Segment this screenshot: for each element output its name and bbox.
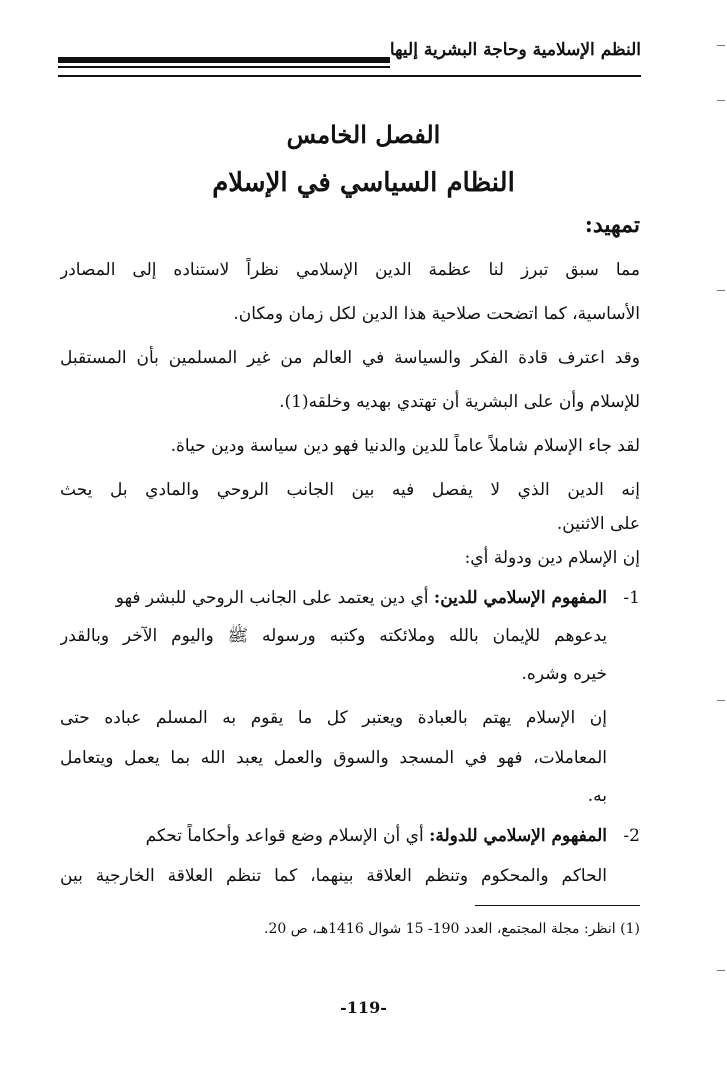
paragraph-line: إنه الدين الذي لا يفصل فيه بين الجانب الروحي والمادي بل يحث [60,480,640,500]
footnote: (1) انظر: مجلة المجتمع، العدد 190- 15 شوال 1416هـ، ص 20. [263,921,640,937]
paragraph-line: مما سبق تبرز لنا عظمة الدين الإسلامي نظراً لاستناده إلى المصادر [60,260,640,280]
list-item-term: المفهوم الإسلامي للدولة: [429,826,607,846]
paragraph-line: به. [587,786,607,806]
scan-mark [717,45,725,46]
running-header [58,40,641,80]
scan-mark [717,100,725,101]
paragraph-line: إن الإسلام دين ودولة أي: [464,548,640,568]
chapter-number: الفصل الخامس [286,120,441,149]
footnote-rule [475,905,640,906]
paragraph-line: يدعوهم للإيمان بالله وملائكته وكتبه ورسوله ﷺ واليوم الآخر وبالقدر [60,626,607,646]
paragraph-line: الحاكم والمحكوم وتنظم العلاقة بينهما، كما تنظم العلاقة الخارجية بين [60,866,607,886]
paragraph-line: خيره وشره. [521,664,607,684]
paragraph-line: الأساسية، كما اتضحت صلاحية هذا الدين لكل زمان ومكان. [233,304,640,324]
scan-mark [717,290,725,291]
paragraph-line: للإسلام وأن على البشرية أن تهتدي بهديه وخلقه(1). [279,392,640,412]
header-rule-thin [58,66,390,68]
scan-mark [717,700,725,701]
page-number: -119- [340,998,387,1017]
list-item-number: 1- [623,588,640,608]
scan-mark [717,970,725,971]
list-item-1 [60,586,640,610]
list-item-text: أي دين يعتمد على الجانب الروحي للبشر فهو [115,588,429,608]
header-rule-bottom [58,75,641,77]
list-item-number: 2- [623,826,640,846]
intro-heading: تمهيد: [584,212,640,238]
paragraph-line: وقد اعترف قادة الفكر والسياسة في العالم من غير المسلمين بأن المستقبل [60,348,640,368]
list-item-term: المفهوم الإسلامي للدين: [433,588,607,608]
list-item-2 [60,824,640,848]
paragraph-line: المعاملات، فهو في المسجد والسوق والعمل يعبد الله بما يعمل ويتعامل [60,748,607,768]
chapter-title: النظام السياسي في الإسلام [212,168,515,198]
running-header-title: النظم الإسلامية وحاجة البشرية إليها [389,40,641,60]
paragraph-line: لقد جاء الإسلام شاملاً عاماً للدين والدنيا فهو دين سياسة ودين حياة. [170,436,640,456]
header-rule-thick [58,57,390,63]
list-item-text: أي أن الإسلام وضع قواعد وأحكاماً تحكم [145,826,424,846]
paragraph-line: على الاثنين. [556,514,640,534]
paragraph-line: إن الإسلام يهتم بالعبادة ويعتبر كل ما يقوم به المسلم عباده حتى [60,708,607,728]
